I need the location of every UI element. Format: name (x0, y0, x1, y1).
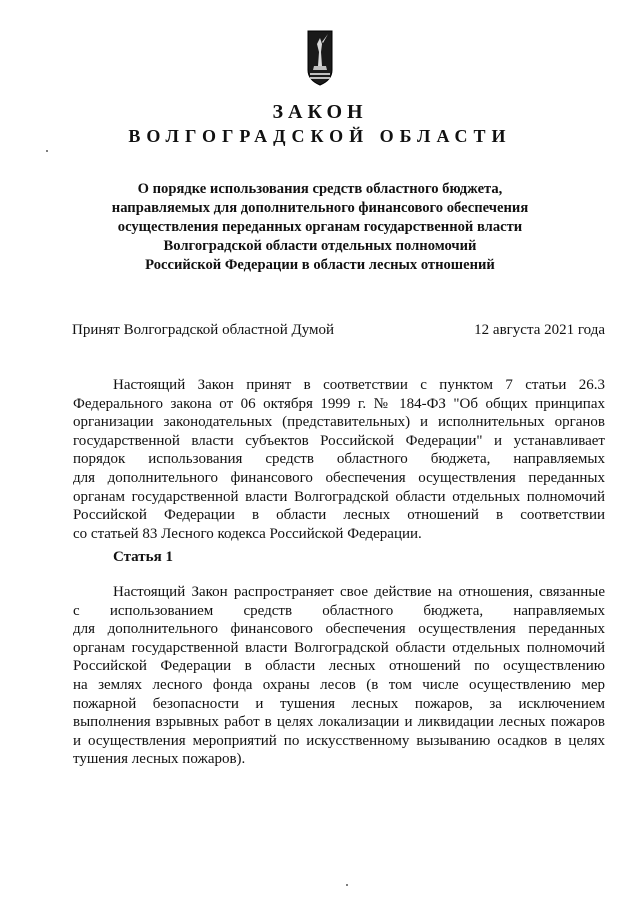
volgograd-coat-of-arms-icon (307, 30, 333, 86)
paragraph-line: Федерального закона от 06 октября 1999 г. № 184-ФЗ "Об общих принципах (73, 395, 605, 412)
paragraph-line: организации законодательных (представительных) и исполнительных органов (73, 414, 605, 431)
paragraph-line: со статьей 83 Лесного кодекса Российской Федерации. (73, 525, 422, 542)
region-title: ВОЛГОГРАДСКОЙ ОБЛАСТИ (128, 126, 512, 146)
paragraph-line: на землях лесного фонда охраны лесов (в том числе осуществлению мер (73, 676, 605, 693)
paragraph-line: Настоящий Закон распространяет свое действие на отношения, связанные (113, 584, 605, 600)
paragraph-line: порядок использования средств областного бюджета, направляемых (73, 451, 605, 468)
paragraph-line: государственной власти субъектов Российской Федерации" и устанавливает (73, 432, 605, 449)
paragraph-line: для дополнительного финансового обеспечения осуществления переданных (73, 621, 605, 638)
article-1-heading: Статья 1 (113, 549, 173, 565)
article-1-paragraph (73, 583, 605, 769)
scan-speck (346, 884, 348, 886)
subject-line: Российской Федерации в области лесных отношений (145, 257, 495, 273)
paragraph-line: органам государственной власти Волгоградской области отдельных полномочий (73, 639, 605, 656)
paragraph-line: для дополнительного финансового обеспечения осуществления переданных (73, 469, 605, 486)
paragraph-line: с использованием средств областного бюджета, направляемых (73, 602, 605, 619)
adopted-by: Принят Волгоградской областной Думой (72, 322, 335, 338)
paragraph-line: органам государственной власти Волгоградской области отдельных полномочий (73, 488, 605, 505)
subject-line: О порядке использования средств областного бюджета, (137, 181, 503, 197)
paragraph-line: пожарной безопасности и тушения лесных пожаров, за исключением (73, 695, 605, 712)
paragraph-line: тушения лесных пожаров). (73, 751, 246, 768)
paragraph-line: Российской Федерации в области лесных отношений по осуществлению (73, 658, 605, 675)
adopted-date: 12 августа 2021 года (474, 322, 605, 338)
law-subject (70, 180, 570, 275)
paragraph-line: и осуществления мероприятий по искусственному вызыванию осадков в целях (73, 732, 605, 749)
preamble-paragraph (73, 376, 605, 543)
paragraph-line: Российской Федерации в области лесных отношений в соответствии (73, 507, 605, 524)
subject-line: осуществления переданных органам государственной власти (117, 219, 523, 235)
law-title: ЗАКОН (272, 101, 368, 123)
scan-speck (46, 150, 48, 152)
paragraph-line: Настоящий Закон принят в соответствии с пунктом 7 статьи 26.3 (113, 377, 605, 393)
paragraph-line: выполнения взрывных работ в целях локализации и ликвидации лесных пожаров (73, 714, 605, 731)
subject-line: направляемых для дополнительного финансового обеспечения (111, 200, 529, 216)
subject-line: Волгоградской области отдельных полномочий (163, 238, 477, 254)
